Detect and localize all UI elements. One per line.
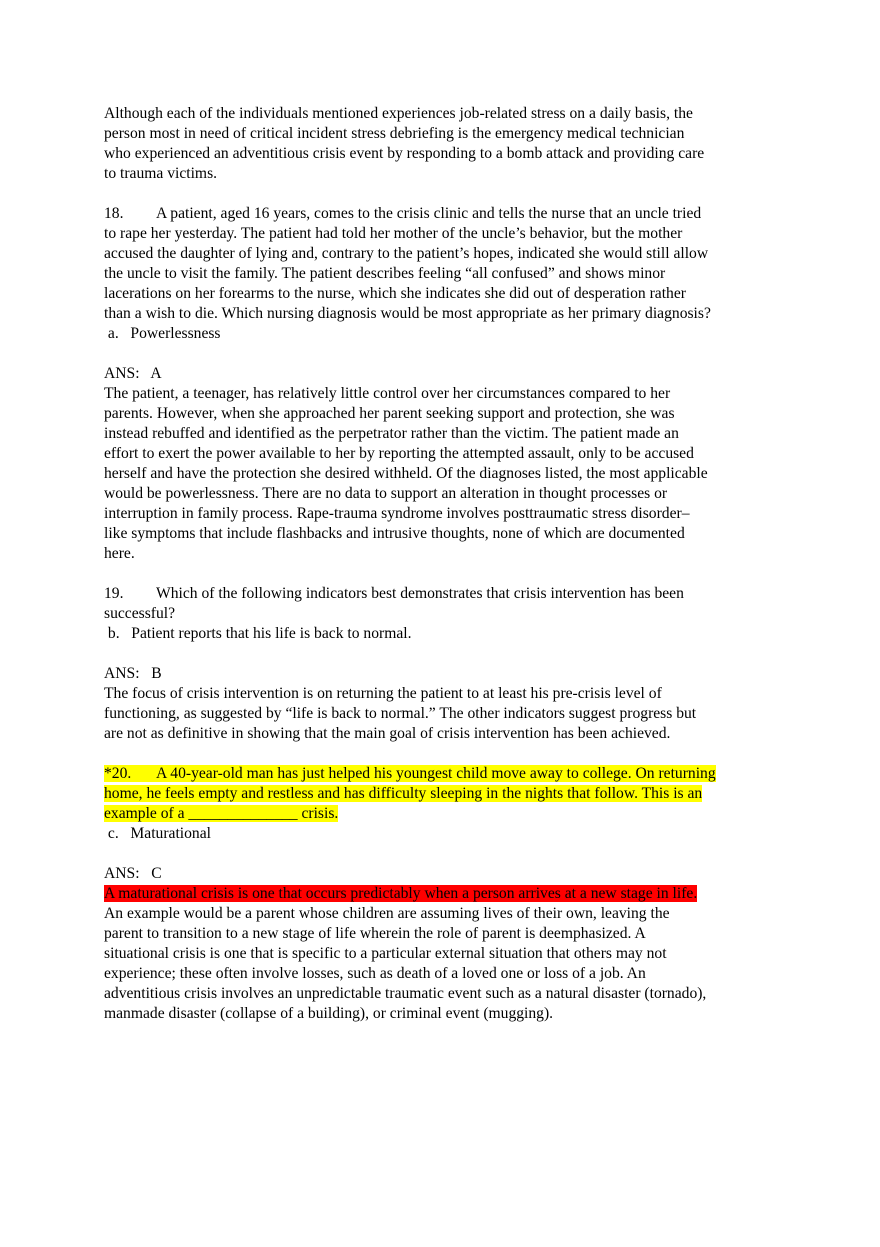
question-number: 18.	[104, 205, 124, 222]
highlighted-text: home, he feels empty and restless and has difficulty sleeping in the nights that follow. This is an	[104, 785, 703, 802]
question-stem-line	[104, 764, 794, 784]
question-stem-line: successful?	[104, 605, 176, 622]
rationale-line: here.	[104, 545, 135, 562]
rationale-line: adventitious crisis involves an unpredictable traumatic event such as a natural disaster (tornado),	[104, 985, 707, 1002]
rationale-line: like symptoms that include flashbacks and intrusive thoughts, none of which are documented	[104, 525, 685, 542]
question-stem-line: lacerations on her forearms to the nurse, which she indicates she did out of desperation rather	[104, 285, 686, 302]
question-stem-line	[104, 804, 794, 824]
question-stem-line	[104, 584, 794, 604]
question-text: Which of the following indicators best demonstrates that crisis intervention has been	[156, 585, 684, 602]
rationale-line: The focus of crisis intervention is on returning the patient to at least his pre-crisis level of	[104, 685, 662, 702]
rationale-line: instead rebuffed and identified as the perpetrator rather than the victim. The patient made an	[104, 425, 679, 442]
answer-key: ANS: C	[104, 865, 162, 882]
intro-paragraph	[104, 104, 794, 184]
rationale-line: parents. However, when she approached her parent seeking support and protection, she was	[104, 405, 675, 422]
intro-line: to trauma victims.	[104, 165, 218, 182]
question-stem-line: to rape her yesterday. The patient had told her mother of the uncle’s behavior, but the mother	[104, 225, 683, 242]
rationale-line: experience; these often involve losses, such as death of a loved one or loss of a job. An	[104, 965, 646, 982]
question-stem-line: the uncle to visit the family. The patient describes feeling “all confused” and shows minor	[104, 265, 666, 282]
highlighted-text: example of a ______________ crisis.	[104, 805, 339, 822]
rationale-line	[104, 884, 794, 904]
intro-line: Although each of the individuals mentioned experiences job-related stress on a daily basis, the	[104, 105, 693, 122]
question-stem-line: accused the daughter of lying and, contrary to the patient’s hopes, indicated she would still allow	[104, 245, 709, 262]
answer-19	[104, 664, 794, 744]
question-number: *20.	[104, 765, 132, 782]
answer-18	[104, 364, 794, 564]
question-19	[104, 584, 794, 644]
answer-option: c. Maturational	[104, 825, 211, 842]
question-stem-line	[104, 204, 794, 224]
rationale-line: herself and have the protection she desired withheld. Of the diagnoses listed, the most applicable	[104, 465, 708, 482]
rationale-line: situational crisis is one that is specific to a particular external situation that others may not	[104, 945, 667, 962]
question-stem-line: than a wish to die. Which nursing diagnosis would be most appropriate as her primary diagnosis?	[104, 305, 711, 322]
question-text: A 40-year-old man has just helped his youngest child move away to college. On returning	[156, 765, 716, 782]
rationale-line: An example would be a parent whose children are assuming lives of their own, leaving the	[104, 905, 670, 922]
rationale-line: are not as definitive in showing that the main goal of crisis intervention has been achieved.	[104, 725, 671, 742]
question-text: A patient, aged 16 years, comes to the crisis clinic and tells the nurse that an uncle tried	[156, 205, 702, 222]
question-stem-line	[104, 784, 794, 804]
rationale-line: effort to exert the power available to her by reporting the attempted assault, only to be accused	[104, 445, 694, 462]
question-18	[104, 204, 794, 344]
intro-line: person most in need of critical incident stress debriefing is the emergency medical technician	[104, 125, 685, 142]
rationale-line: parent to transition to a new stage of life wherein the role of parent is deemphasized. A	[104, 925, 646, 942]
answer-option: a. Powerlessness	[104, 325, 221, 342]
document-page	[104, 104, 794, 1044]
rationale-line: manmade disaster (collapse of a building), or criminal event (mugging).	[104, 1005, 554, 1022]
question-number: 19.	[104, 585, 124, 602]
rationale-line: would be powerlessness. There are no data to support an alteration in thought processes or	[104, 485, 668, 502]
rationale-line: functioning, as suggested by “life is back to normal.” The other indicators suggest progress but	[104, 705, 697, 722]
answer-key: ANS: B	[104, 665, 162, 682]
highlighted-text	[104, 765, 716, 782]
answer-option: b. Patient reports that his life is back to normal.	[104, 625, 412, 642]
rationale-line: The patient, a teenager, has relatively little control over her circumstances compared to her	[104, 385, 671, 402]
rationale-line: interruption in family process. Rape-trauma syndrome involves posttraumatic stress disorder–	[104, 505, 690, 522]
answer-key: ANS: A	[104, 365, 162, 382]
highlighted-text: A maturational crisis is one that occurs predictably when a person arrives at a new stage in life.	[104, 885, 698, 902]
answer-20	[104, 864, 794, 1024]
intro-line: who experienced an adventitious crisis event by responding to a bomb attack and providing care	[104, 145, 705, 162]
question-20	[104, 764, 794, 844]
